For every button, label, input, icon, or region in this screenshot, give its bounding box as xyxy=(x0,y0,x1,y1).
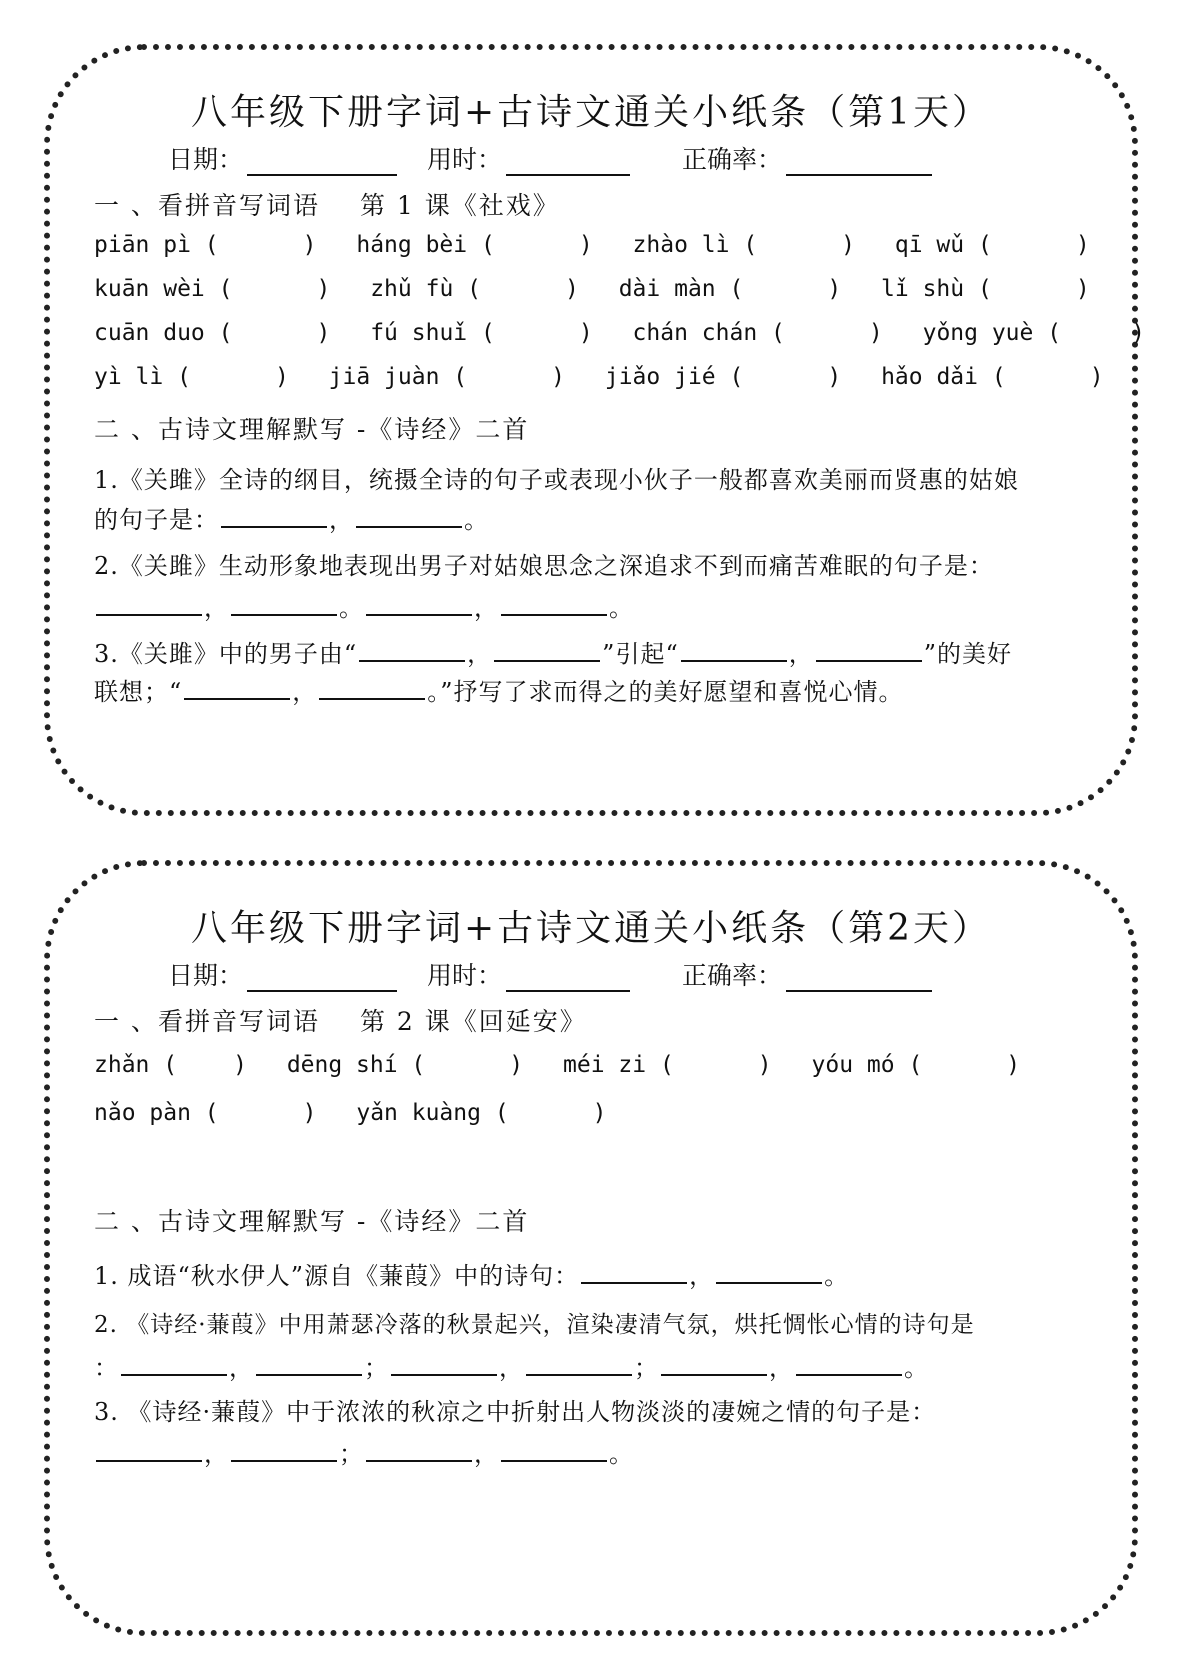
question-2-line-1: 2. 《诗经·蒹葭》中用萧瑟冷落的秋景起兴，渲染凄清气氛，烘托惆怅心情的诗句是 xyxy=(94,1312,975,1338)
section1-heading xyxy=(94,186,560,222)
time-label: 用时： xyxy=(426,145,502,174)
accuracy-field xyxy=(682,145,932,174)
pinyin-row-3 xyxy=(94,320,1171,346)
answer-blank[interactable] xyxy=(501,1438,607,1462)
pinyin-item: háng bèi ( ) xyxy=(356,232,593,258)
answer-blank[interactable] xyxy=(356,504,462,528)
answer-blank[interactable] xyxy=(494,638,600,662)
section2-heading: 二 、古诗文理解默写 -《诗经》二首 xyxy=(94,415,530,444)
pinyin-item: hǎo dǎi ( ) xyxy=(881,364,1104,390)
date-label: 日期： xyxy=(168,145,244,174)
accuracy-field xyxy=(682,961,932,990)
card-title: 八年级下册字词+古诗文通关小纸条（第1天） xyxy=(190,92,992,133)
pinyin-item: yóu mó ( ) xyxy=(811,1052,1021,1078)
card-day-2 xyxy=(44,860,1138,1636)
lesson-title: 第 1 课《社戏》 xyxy=(359,191,560,220)
pinyin-item: yǒng yuè ( ) xyxy=(922,320,1145,346)
question-3-line-2: 联想；“ ， 。”抒写了求而得之的美好愿望和喜悦心情。 xyxy=(94,678,904,706)
time-field xyxy=(427,961,630,990)
answer-blank[interactable] xyxy=(96,592,202,616)
answer-blank[interactable] xyxy=(231,592,337,616)
answer-blank[interactable] xyxy=(366,1438,472,1462)
answer-blank[interactable] xyxy=(256,1352,362,1376)
section1-heading xyxy=(94,1002,587,1038)
date-field xyxy=(168,145,397,174)
answer-blank[interactable] xyxy=(816,638,922,662)
section1-title: 一 、看拼音写词语 xyxy=(94,191,320,220)
answer-blank[interactable] xyxy=(319,676,425,700)
answer-blank[interactable] xyxy=(221,504,327,528)
question-3-line-2: ， ； ， 。 xyxy=(94,1434,634,1469)
date-field xyxy=(168,961,397,990)
meta-row xyxy=(168,956,954,992)
answer-blank[interactable] xyxy=(681,638,787,662)
pinyin-item: kuān wèi ( ) xyxy=(94,276,331,302)
pinyin-item: yǎn kuàng ( ) xyxy=(356,1100,607,1126)
answer-blank[interactable] xyxy=(184,676,290,700)
question-1: 1. 成语“秋水伊人”源自《蒹葭》中的诗句： ， 。 xyxy=(94,1262,850,1290)
time-field xyxy=(427,145,630,174)
pinyin-item: fú shuǐ ( ) xyxy=(370,320,593,346)
lesson-title: 第 2 课《回延安》 xyxy=(359,1007,587,1036)
meta-row xyxy=(168,140,954,176)
answer-blank[interactable] xyxy=(501,592,607,616)
card-title: 八年级下册字词+古诗文通关小纸条（第2天） xyxy=(190,908,992,949)
question-3-line-1: 3. 《诗经·蒹葭》中于浓浓的秋凉之中折射出人物淡淡的凄婉之情的句子是： xyxy=(94,1398,937,1426)
time-input-line[interactable] xyxy=(506,148,630,176)
pinyin-item: méi zi ( ) xyxy=(563,1052,772,1078)
question-2-line-1: 2.《关雎》生动形象地表现出男子对姑娘思念之深追求不到而痛苦难眠的句子是： xyxy=(94,552,994,580)
pinyin-item: nǎo pàn ( ) xyxy=(94,1100,317,1126)
pinyin-row-1 xyxy=(94,1052,1046,1078)
pinyin-item: zhǔ fù ( ) xyxy=(370,276,579,302)
answer-blank[interactable] xyxy=(796,1352,902,1376)
answer-blank[interactable] xyxy=(391,1352,497,1376)
accuracy-input-line[interactable] xyxy=(786,964,932,992)
answer-blank[interactable] xyxy=(121,1352,227,1376)
pinyin-item: piān pì ( ) xyxy=(94,232,317,258)
pinyin-item: dài màn ( ) xyxy=(618,276,842,302)
pinyin-item: jiā juàn ( ) xyxy=(328,364,565,390)
pinyin-row-4 xyxy=(94,364,1130,390)
pinyin-item: chán chán ( ) xyxy=(632,320,883,346)
answer-blank[interactable] xyxy=(231,1438,337,1462)
time-label: 用时： xyxy=(426,961,502,990)
question-2-line-2: ： ， ； ， ； ， 。 xyxy=(94,1354,929,1382)
question-3-line-1: 3.《关雎》中的男子由“ ， ”引起“ ， ”的美好 xyxy=(94,640,1012,668)
date-input-line[interactable] xyxy=(247,148,397,176)
pinyin-item: zhǎn ( ) xyxy=(94,1052,247,1078)
pinyin-item: cuān duo ( ) xyxy=(94,320,331,346)
answer-blank[interactable] xyxy=(526,1352,632,1376)
pinyin-item: dēng shí ( ) xyxy=(286,1052,524,1078)
section1-title: 一 、看拼音写词语 xyxy=(94,1007,320,1036)
pinyin-row-2 xyxy=(94,1100,633,1126)
pinyin-item: zhào lì ( ) xyxy=(632,232,856,258)
question-2-line-2: ， 。 ， 。 xyxy=(94,588,634,623)
accuracy-label: 正确率： xyxy=(681,145,782,174)
answer-blank[interactable] xyxy=(716,1260,822,1284)
pinyin-item: qī wǔ ( ) xyxy=(894,232,1090,258)
pinyin-item: jiǎo jié ( ) xyxy=(604,364,842,390)
pinyin-row-1 xyxy=(94,232,1116,258)
answer-blank[interactable] xyxy=(581,1260,687,1284)
pinyin-item: lǐ shù ( ) xyxy=(881,276,1090,302)
question-1-line-1: 1.《关雎》全诗的纲目，统摄全诗的句子或表现小伙子一般都喜欢美丽而贤惠的姑娘 xyxy=(94,466,1019,494)
accuracy-label: 正确率： xyxy=(681,961,782,990)
date-input-line[interactable] xyxy=(247,964,397,992)
answer-blank[interactable] xyxy=(96,1438,202,1462)
card-day-1 xyxy=(44,44,1145,816)
pinyin-row-2 xyxy=(94,276,1116,302)
question-1-line-2: 的句子是： ， 。 xyxy=(94,506,489,534)
answer-blank[interactable] xyxy=(661,1352,767,1376)
answer-blank[interactable] xyxy=(359,638,465,662)
pinyin-item: yì lì ( ) xyxy=(94,364,289,390)
answer-blank[interactable] xyxy=(366,592,472,616)
time-input-line[interactable] xyxy=(506,964,630,992)
date-label: 日期： xyxy=(168,961,244,990)
section2-heading: 二 、古诗文理解默写 -《诗经》二首 xyxy=(94,1207,530,1236)
accuracy-input-line[interactable] xyxy=(786,148,932,176)
